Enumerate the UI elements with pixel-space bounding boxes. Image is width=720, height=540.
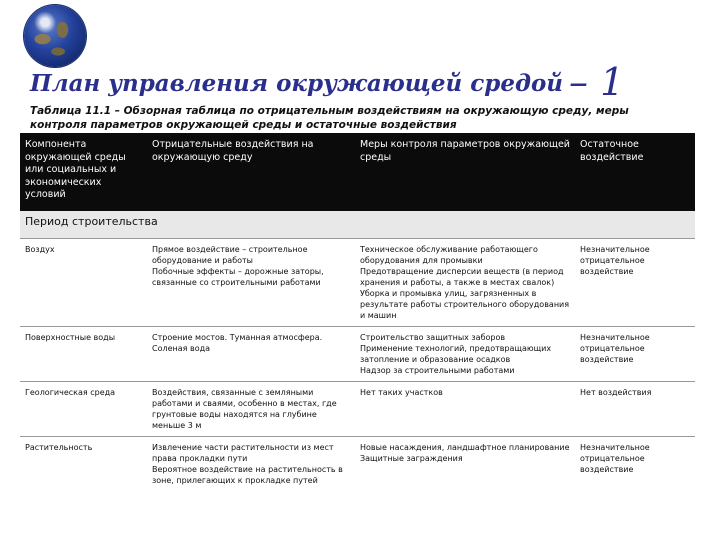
cell-impact: Воздействия, связанные с земляными работами и сваями, особенно в местах, где грунтовые воды находятся на глубине меньше 3 м	[147, 382, 355, 437]
cell-residual: Незначительное отрицательное воздействие	[575, 239, 695, 327]
cell-component: Геологическая среда	[20, 382, 147, 437]
cell-measures: Новые насаждения, ландшафтное планирование Защитные заграждения	[355, 437, 575, 492]
table-header-row	[20, 133, 695, 211]
cell-measures: Техническое обслуживание работающего оборудования для промывки Предотвращение дисперсии веществ (в период хранения и работы, а также в местах свалок) Уборка и промывка улиц, загрязненных в результате работы строительного оборудования и машин	[355, 239, 575, 327]
table-row	[20, 382, 695, 437]
header-measures: Меры контроля параметров окружающей среды	[355, 133, 575, 211]
cell-residual: Нет воздействия	[575, 382, 695, 437]
table-row	[20, 327, 695, 382]
slide-title-number: – 1	[569, 60, 625, 104]
globe-image	[24, 5, 86, 67]
cell-residual: Незначительное отрицательное воздействие	[575, 327, 695, 382]
cell-residual: Незначительное отрицательное воздействие	[575, 437, 695, 492]
table-row	[20, 437, 695, 492]
cell-impact: Извлечение части растительности из мест права прокладки пути Вероятное воздействие на растительность в зоне, прилегающих к прокладке путей	[147, 437, 355, 492]
cell-measures: Нет таких участков	[355, 382, 575, 437]
header-component: Компонента окружающей среды или социальных и экономических условий	[20, 133, 147, 211]
section-row	[20, 211, 695, 239]
header-residual: Остаточное воздействие	[575, 133, 695, 211]
table-row	[20, 239, 695, 327]
section-label: Период строительства	[20, 211, 695, 239]
impact-table	[20, 133, 695, 491]
cell-component: Растительность	[20, 437, 147, 492]
header-impact: Отрицательные воздействия на окружающую среду	[147, 133, 355, 211]
slide-title	[30, 60, 624, 104]
table-caption: Таблица 11.1 – Обзорная таблица по отрицательным воздействиям на окружающую среду, меры контроля параметров окружающей среды и остаточные воздействия	[30, 105, 629, 131]
slide-title-text: План управления окружающей средой	[30, 70, 564, 97]
cell-impact: Строение мостов. Туманная атмосфера. Соленая вода	[147, 327, 355, 382]
cell-component: Воздух	[20, 239, 147, 327]
cell-measures: Строительство защитных заборов Применение технологий, предотвращающих затопление и образование осадков Надзор за строительными работами	[355, 327, 575, 382]
table-body	[20, 211, 695, 491]
cell-impact: Прямое воздействие – строительное оборудование и работы Побочные эффекты – дорожные заторы, связанные со строительными работами	[147, 239, 355, 327]
cell-component: Поверхностные воды	[20, 327, 147, 382]
